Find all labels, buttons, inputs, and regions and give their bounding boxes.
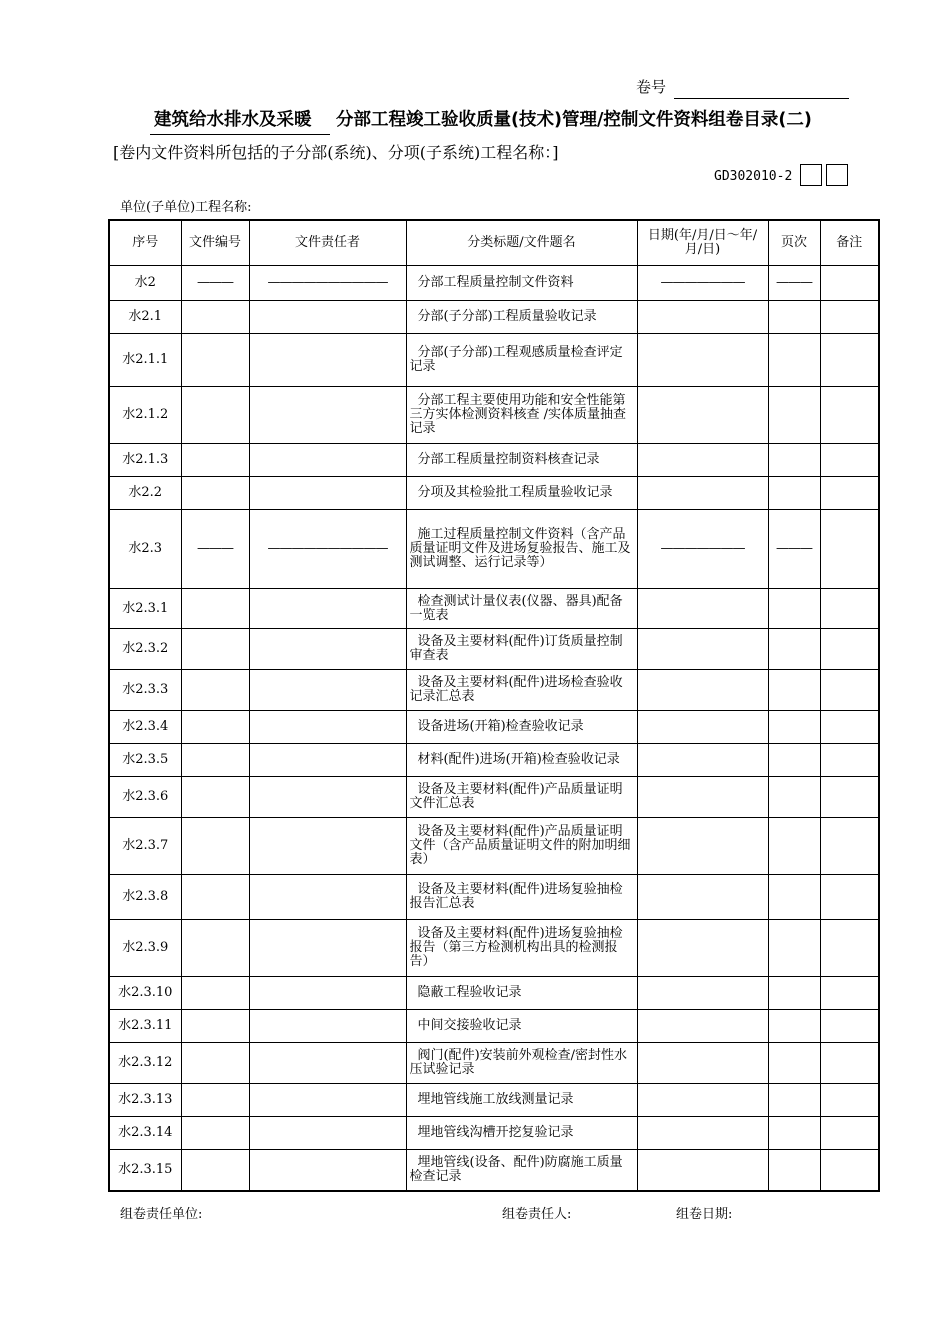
row-number: 水2.3.12	[118, 1055, 173, 1070]
row-number: 水2.3.14	[118, 1125, 173, 1140]
page-count-cell	[768, 510, 820, 589]
file-title-cell	[406, 589, 637, 629]
file-owner-cell	[249, 1010, 406, 1043]
file-title-cell	[406, 1117, 637, 1150]
file-number-cell	[181, 818, 249, 875]
form-code-box-1	[800, 164, 822, 186]
file-title-cell	[406, 444, 637, 477]
table-row	[109, 711, 879, 744]
file-title-cell	[406, 1010, 637, 1043]
file-title-cell	[406, 711, 637, 744]
file-owner: ——————————	[267, 275, 388, 290]
remark-cell	[820, 510, 879, 589]
row-number-cell	[109, 744, 181, 777]
file-title: 埋地管线施工放线测量记录	[417, 1092, 574, 1107]
file-number-cell	[181, 977, 249, 1010]
file-title: 埋地管线(设备、配件)防腐施工质量检查记录	[409, 1154, 623, 1184]
file-title: 设备及主要材料(配件)进场复验抽检报告汇总表	[409, 882, 623, 911]
remark-cell	[820, 629, 879, 670]
page-count-cell	[768, 670, 820, 711]
remark-cell	[820, 444, 879, 477]
file-title-cell	[406, 1084, 637, 1117]
date-range-cell	[637, 387, 768, 444]
file-owner-cell	[249, 589, 406, 629]
table-row	[109, 444, 879, 477]
file-owner-cell	[249, 744, 406, 777]
table-row	[109, 266, 879, 301]
file-owner-cell	[249, 510, 406, 589]
table-row	[109, 629, 879, 670]
date-range-cell	[637, 589, 768, 629]
table-header-row	[109, 220, 879, 266]
row-number: 水2.3	[128, 541, 163, 556]
remark-cell	[820, 334, 879, 387]
file-title-cell	[406, 744, 637, 777]
date-range-cell	[637, 477, 768, 510]
date-range-cell	[637, 266, 768, 301]
date-range-cell	[637, 1084, 768, 1117]
file-title: 分部工程主要使用功能和安全性能第三方实体检测资料核查 /实体质量抽查记录	[409, 393, 627, 436]
table-row	[109, 1084, 879, 1117]
column-header: 文件编号	[181, 220, 249, 266]
file-title: 设备及主要材料(配件)进场检查验收记录汇总表	[409, 675, 623, 704]
page-count-cell	[768, 875, 820, 920]
file-number-cell	[181, 711, 249, 744]
remark-cell	[820, 1084, 879, 1117]
row-number-cell	[109, 1117, 181, 1150]
file-title: 隐蔽工程验收记录	[417, 985, 522, 1000]
date-range-cell	[637, 1043, 768, 1084]
file-number-cell	[181, 670, 249, 711]
file-title: 分部(子分部)工程观感质量检查评定记录	[409, 345, 623, 374]
date-range-cell	[637, 777, 768, 818]
subtitle: [卷内文件资料所包括的子分部(系统)、分项(子系统)工程名称：]	[113, 143, 559, 162]
file-title-cell	[406, 1043, 637, 1084]
row-number-cell	[109, 629, 181, 670]
file-title-cell	[406, 629, 637, 670]
table-row	[109, 477, 879, 510]
file-title-cell	[406, 875, 637, 920]
table-row	[109, 875, 879, 920]
table-row	[109, 920, 879, 977]
date-range-cell	[637, 510, 768, 589]
page-count-cell	[768, 1010, 820, 1043]
date-range-cell	[637, 444, 768, 477]
table-row	[109, 334, 879, 387]
remark-cell	[820, 301, 879, 334]
page-count-cell	[768, 387, 820, 444]
file-title-cell	[406, 670, 637, 711]
remark-cell	[820, 266, 879, 301]
row-number: 水2.3.8	[122, 889, 169, 904]
table-row	[109, 977, 879, 1010]
file-owner-cell	[249, 711, 406, 744]
page-count: ———	[776, 275, 812, 290]
file-number-cell	[181, 629, 249, 670]
remark-cell	[820, 744, 879, 777]
file-title: 分项及其检验批工程质量验收记录	[417, 485, 613, 500]
page-count-cell	[768, 266, 820, 301]
page-count-cell	[768, 301, 820, 334]
row-number-cell	[109, 1043, 181, 1084]
page-count-cell	[768, 589, 820, 629]
file-owner-cell	[249, 875, 406, 920]
file-owner-cell	[249, 670, 406, 711]
page-count: ———	[776, 541, 812, 556]
remark-cell	[820, 589, 879, 629]
file-title: 分部(子分部)工程质量验收记录	[417, 309, 597, 324]
file-title: 设备及主要材料(配件)订货质量控制审查表	[409, 634, 623, 663]
row-number: 水2.3.10	[118, 985, 173, 1000]
column-header: 文件责任者	[249, 220, 406, 266]
file-title: 检查测试计量仪表(仪器、器具)配备一览表	[409, 593, 623, 623]
remark-cell	[820, 1150, 879, 1191]
file-number-cell	[181, 1150, 249, 1191]
file-title-cell	[406, 818, 637, 875]
table-row	[109, 301, 879, 334]
page-count-cell	[768, 1117, 820, 1150]
file-title: 施工过程质量控制文件资料（含产品质量证明文件及进场复验报告、施工及测试调整、运行记录等）	[409, 527, 631, 570]
row-number: 水2.1	[128, 309, 163, 324]
page-count-cell	[768, 777, 820, 818]
remark-cell	[820, 477, 879, 510]
page-count-cell	[768, 334, 820, 387]
file-title: 中间交接验收记录	[417, 1018, 522, 1033]
file-title-cell	[406, 477, 637, 510]
page-count-cell	[768, 711, 820, 744]
remark-cell	[820, 387, 879, 444]
remark-cell	[820, 977, 879, 1010]
table-row	[109, 1117, 879, 1150]
file-owner-cell	[249, 777, 406, 818]
table-row	[109, 1150, 879, 1191]
file-number: ———	[197, 275, 233, 290]
row-number: 水2.3.9	[122, 940, 169, 955]
file-number-cell	[181, 777, 249, 818]
table-row	[109, 1010, 879, 1043]
page-count-cell	[768, 1084, 820, 1117]
table-row	[109, 589, 879, 629]
table-row	[109, 510, 879, 589]
row-number-cell	[109, 266, 181, 301]
row-number: 水2.1.2	[122, 407, 169, 422]
page-count-cell	[768, 818, 820, 875]
row-number: 水2	[134, 275, 156, 290]
row-number: 水2.3.13	[118, 1092, 173, 1107]
file-title: 设备及主要材料(配件)进场复验抽检报告（第三方检测机构出具的检测报告）	[409, 926, 623, 969]
row-number-cell	[109, 444, 181, 477]
file-title-cell	[406, 334, 637, 387]
form-code: GD302010-2	[714, 169, 793, 184]
file-number-cell	[181, 744, 249, 777]
row-number: 水2.3.11	[118, 1018, 173, 1033]
page-count-cell	[768, 977, 820, 1010]
file-owner-cell	[249, 1043, 406, 1084]
table-row	[109, 744, 879, 777]
column-header: 页次	[768, 220, 820, 266]
page-count-cell	[768, 444, 820, 477]
file-title: 分部工程质量控制资料核查记录	[417, 452, 600, 467]
file-title-cell	[406, 1150, 637, 1191]
remark-cell	[820, 1010, 879, 1043]
row-number: 水2.3.2	[122, 641, 169, 656]
file-title-cell	[406, 510, 637, 589]
table-row	[109, 777, 879, 818]
file-title-cell	[406, 387, 637, 444]
row-number-cell	[109, 1150, 181, 1191]
page-count-cell	[768, 629, 820, 670]
remark-cell	[820, 670, 879, 711]
row-number: 水2.3.6	[122, 789, 169, 804]
file-title-cell	[406, 301, 637, 334]
file-owner-cell	[249, 301, 406, 334]
form-code-box-2	[826, 164, 848, 186]
date-range-cell	[637, 875, 768, 920]
file-owner: ——————————	[267, 541, 388, 556]
title-underline	[150, 134, 330, 135]
row-number-cell	[109, 670, 181, 711]
footer-date-label: 组卷日期:	[676, 1207, 733, 1222]
row-number-cell	[109, 510, 181, 589]
file-owner-cell	[249, 1150, 406, 1191]
file-owner-cell	[249, 1117, 406, 1150]
row-number-cell	[109, 387, 181, 444]
file-number-cell	[181, 387, 249, 444]
row-number-cell	[109, 777, 181, 818]
row-number-cell	[109, 301, 181, 334]
row-number: 水2.3.1	[122, 600, 169, 616]
file-number-cell	[181, 589, 249, 629]
row-number-cell	[109, 1084, 181, 1117]
file-title: 设备及主要材料(配件)产品质量证明文件（含产品质量证明文件的附加明细表）	[409, 824, 631, 867]
file-title: 材料(配件)进场(开箱)检查验收记录	[417, 752, 620, 767]
date-range: ———————	[660, 541, 745, 556]
row-number: 水2.3.3	[122, 682, 169, 697]
file-number-cell	[181, 875, 249, 920]
file-title-cell	[406, 266, 637, 301]
table-row	[109, 1043, 879, 1084]
file-number-cell	[181, 1084, 249, 1117]
row-number-cell	[109, 875, 181, 920]
row-number: 水2.3.4	[122, 719, 169, 734]
file-title-cell	[406, 977, 637, 1010]
row-number-cell	[109, 334, 181, 387]
remark-cell	[820, 1043, 879, 1084]
file-owner-cell	[249, 266, 406, 301]
row-number-cell	[109, 818, 181, 875]
remark-cell	[820, 711, 879, 744]
file-owner-cell	[249, 387, 406, 444]
row-number: 水2.2	[128, 485, 163, 500]
title-system-name: 建筑给水排水及采暖	[154, 110, 312, 130]
table-row	[109, 670, 879, 711]
row-number-cell	[109, 1010, 181, 1043]
page-count-cell	[768, 744, 820, 777]
remark-cell	[820, 777, 879, 818]
row-number-cell	[109, 920, 181, 977]
file-title: 阀门(配件)安装前外观检查/密封性水压试验记录	[409, 1048, 628, 1077]
file-number-cell	[181, 334, 249, 387]
row-number: 水2.3.15	[118, 1161, 173, 1177]
file-owner-cell	[249, 818, 406, 875]
page-count-cell	[768, 477, 820, 510]
footer-unit-label: 组卷责任单位:	[120, 1207, 203, 1222]
date-range-cell	[637, 711, 768, 744]
page-count-cell	[768, 1150, 820, 1191]
file-owner-cell	[249, 444, 406, 477]
file-title: 设备及主要材料(配件)产品质量证明文件汇总表	[409, 782, 623, 811]
file-title-cell	[406, 777, 637, 818]
remark-cell	[820, 818, 879, 875]
file-owner-cell	[249, 977, 406, 1010]
file-title: 分部工程质量控制文件资料	[417, 275, 574, 290]
file-title-cell	[406, 920, 637, 977]
row-number: 水2.1.3	[122, 452, 169, 467]
file-number-cell	[181, 920, 249, 977]
file-owner-cell	[249, 334, 406, 387]
date-range-cell	[637, 334, 768, 387]
row-number-cell	[109, 977, 181, 1010]
date-range-cell	[637, 1117, 768, 1150]
file-owner-cell	[249, 477, 406, 510]
volume-number-line	[674, 98, 849, 99]
page-count-cell	[768, 1043, 820, 1084]
file-number-cell	[181, 1117, 249, 1150]
table-row	[109, 387, 879, 444]
file-owner-cell	[249, 629, 406, 670]
column-header: 序号	[109, 220, 181, 266]
file-number-cell	[181, 477, 249, 510]
table-row	[109, 818, 879, 875]
file-number-cell	[181, 444, 249, 477]
date-range-cell	[637, 670, 768, 711]
row-number: 水2.3.7	[122, 838, 169, 853]
row-number: 水2.3.5	[122, 752, 169, 767]
file-number: ———	[197, 541, 233, 556]
date-range-cell	[637, 301, 768, 334]
remark-cell	[820, 920, 879, 977]
date-range-cell	[637, 1010, 768, 1043]
file-owner-cell	[249, 920, 406, 977]
file-title: 设备进场(开箱)检查验收记录	[417, 719, 584, 734]
column-header: 日期(年/月/日～年/月/日)	[637, 220, 768, 266]
file-number-cell	[181, 1010, 249, 1043]
page-count-cell	[768, 920, 820, 977]
date-range-cell	[637, 818, 768, 875]
unit-project-label: 单位(子单位)工程名称:	[120, 200, 252, 215]
file-number-cell	[181, 510, 249, 589]
remark-cell	[820, 1117, 879, 1150]
footer-person-label: 组卷责任人:	[502, 1207, 572, 1222]
catalog-table	[108, 219, 880, 1192]
date-range-cell	[637, 744, 768, 777]
row-number-cell	[109, 477, 181, 510]
row-number-cell	[109, 589, 181, 629]
file-title: 埋地管线沟槽开挖复验记录	[417, 1125, 574, 1140]
column-header: 分类标题/文件题名	[406, 220, 637, 266]
file-number-cell	[181, 1043, 249, 1084]
column-header: 备注	[820, 220, 879, 266]
date-range-cell	[637, 977, 768, 1010]
date-range-cell	[637, 1150, 768, 1191]
date-range-cell	[637, 920, 768, 977]
remark-cell	[820, 875, 879, 920]
date-range-cell	[637, 629, 768, 670]
row-number-cell	[109, 711, 181, 744]
page-title: 分部工程竣工验收质量(技术)管理/控制文件资料组卷目录(二)	[336, 110, 812, 130]
volume-number-label: 卷号	[636, 78, 667, 96]
file-number-cell	[181, 266, 249, 301]
file-owner-cell	[249, 1084, 406, 1117]
file-number-cell	[181, 301, 249, 334]
date-range: ———————	[660, 275, 745, 290]
row-number: 水2.1.1	[122, 352, 169, 367]
